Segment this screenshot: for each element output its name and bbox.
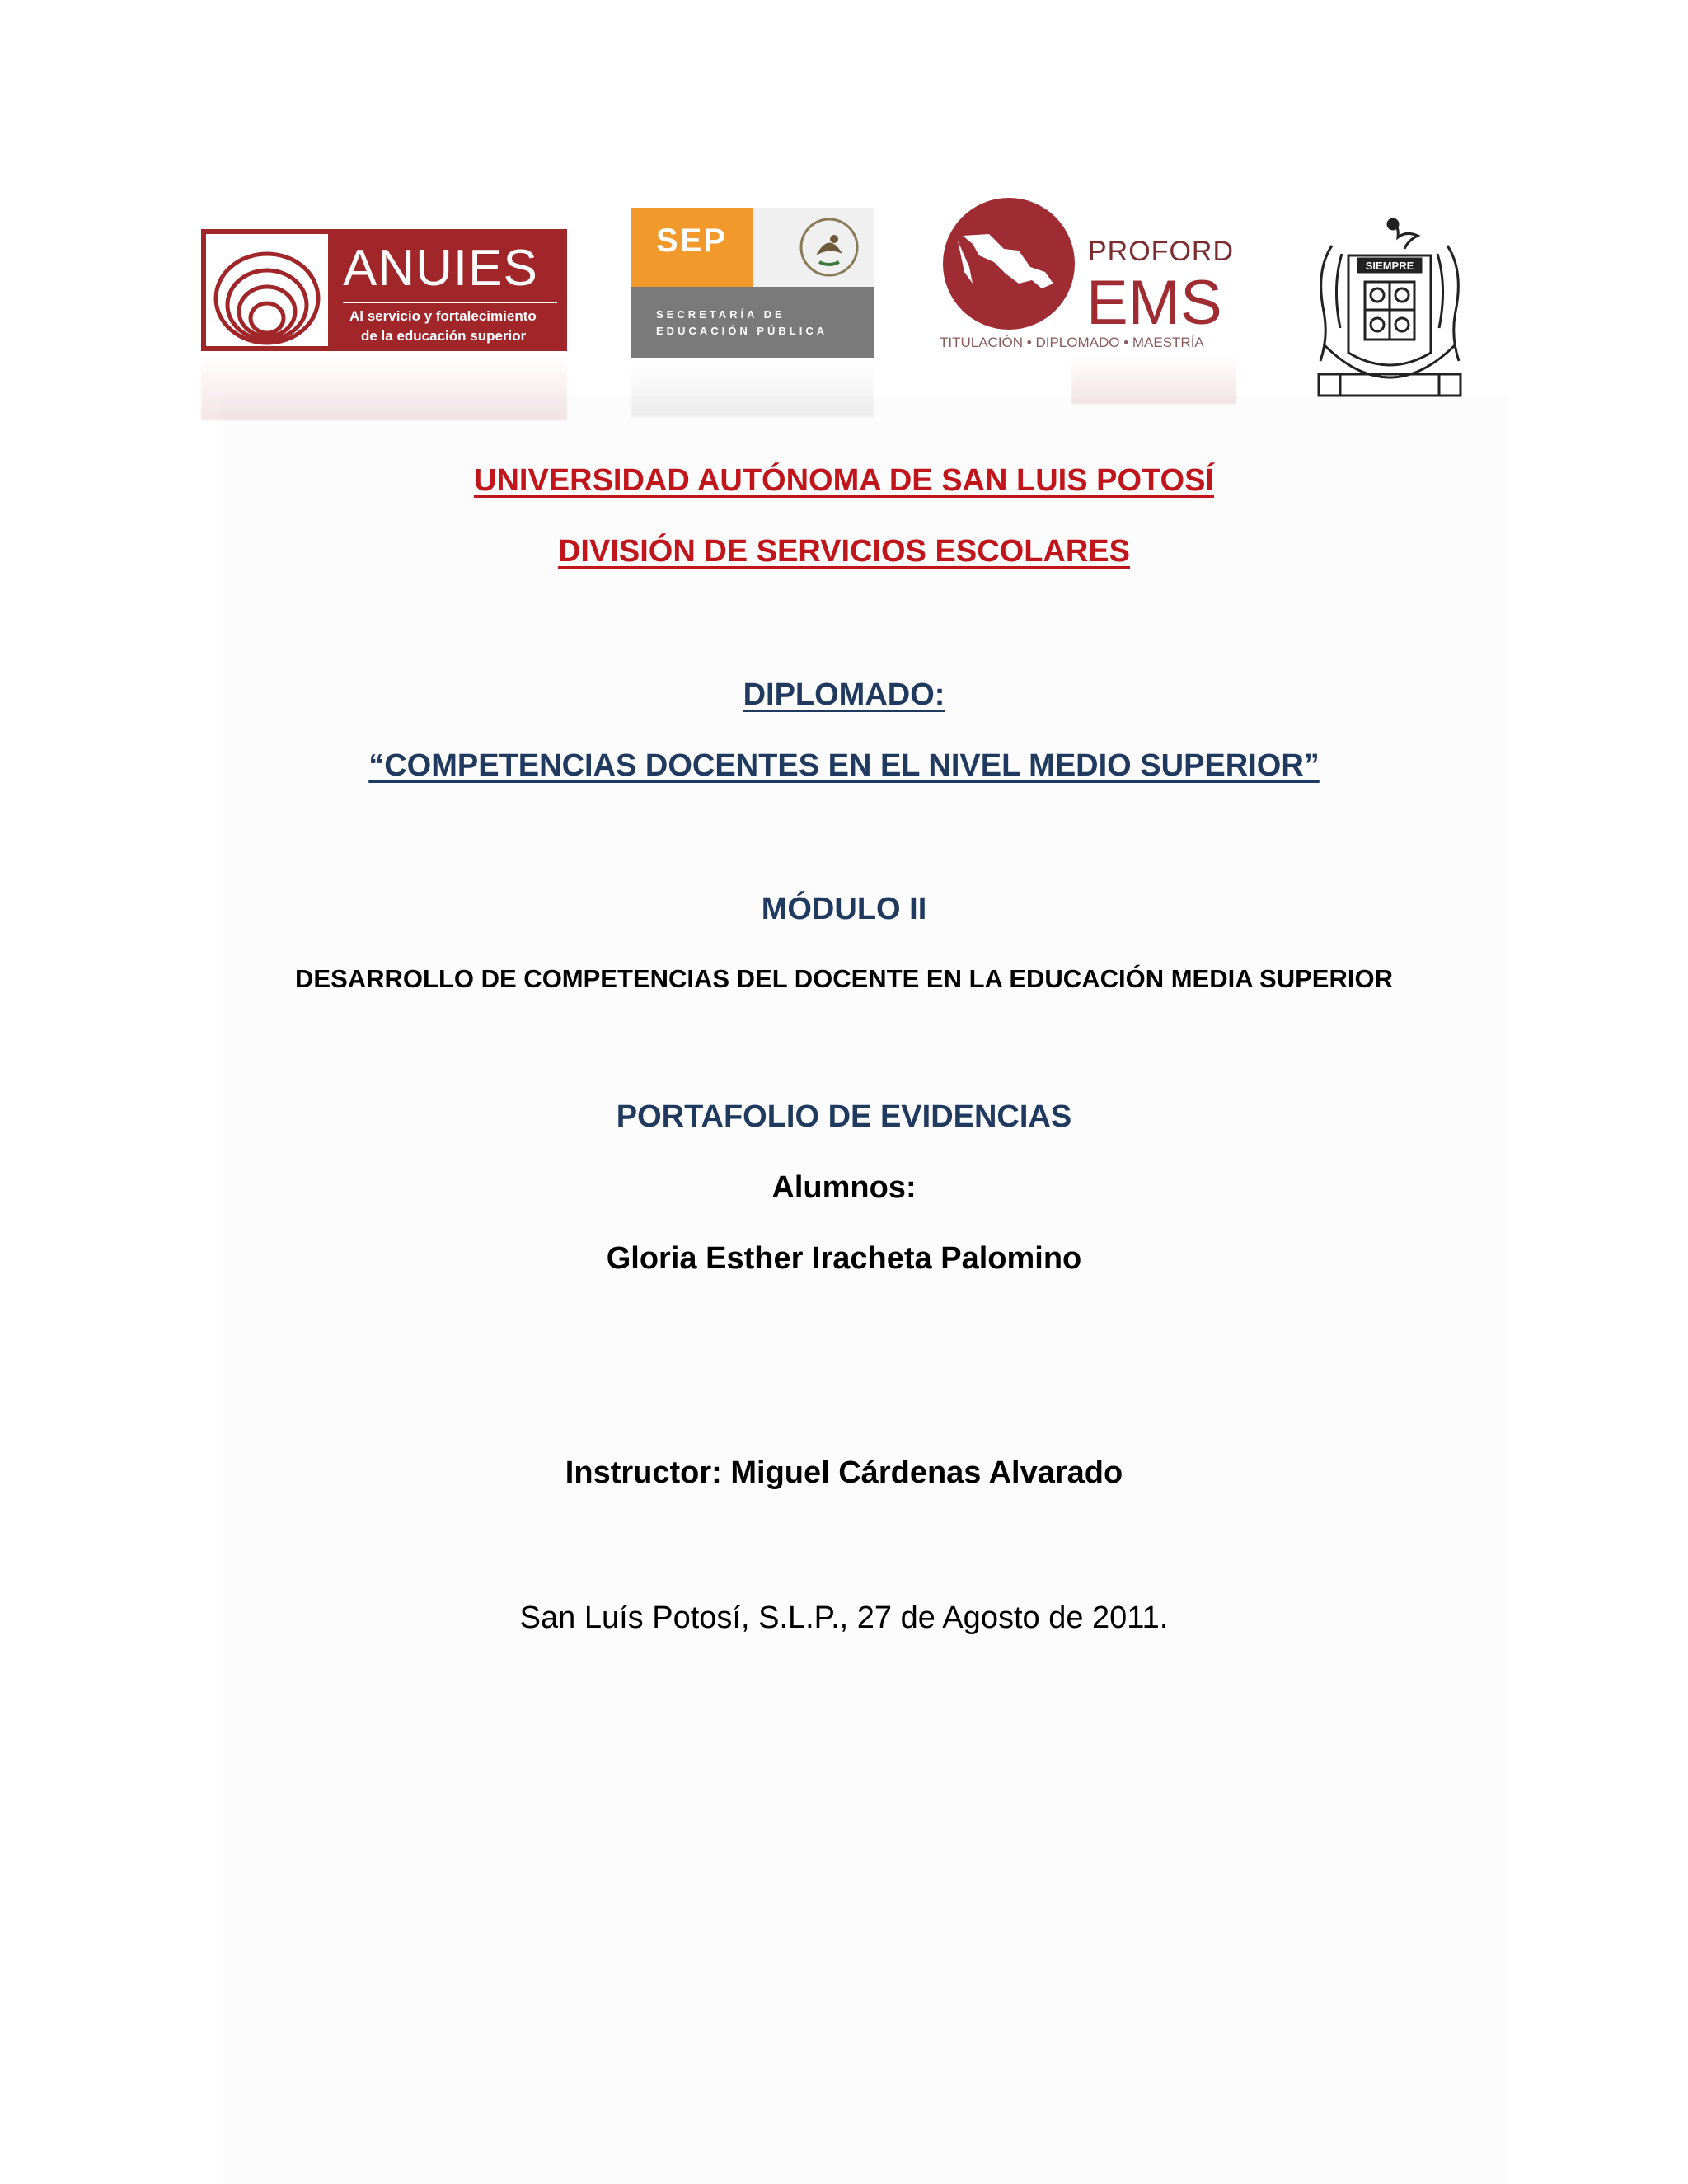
proford-ems-logo	[940, 198, 1236, 354]
uaslp-eagle-seal-icon	[1307, 213, 1472, 402]
proford-reflection	[1071, 354, 1236, 404]
logo-band	[0, 0, 1688, 429]
proford-tagline: TITULACIÓN • DIPLOMADO • MAESTRÍA	[940, 335, 1204, 350]
sep-name: SEP	[656, 223, 728, 259]
sep-line-1: SECRETARÍA DE	[656, 308, 785, 321]
students-label: Alumnos:	[771, 1170, 917, 1205]
module-subtitle: DESARROLLO DE COMPETENCIAS DEL DOCENTE EN LA EDUCACIÓN MEDIA SUPERIOR	[295, 964, 1393, 993]
module-label: MÓDULO II	[761, 892, 927, 926]
seal-banner-text: SIEMPRE	[1365, 260, 1414, 272]
anuies-tagline-2: de la educación superior	[361, 328, 527, 344]
anuies-tagline-1: Al servicio y fortalecimiento	[349, 308, 537, 324]
proford-line-2: EMS	[1086, 268, 1222, 338]
sep-line-2: EDUCACIÓN PÚBLICA	[656, 325, 828, 337]
anuies-logo	[201, 229, 567, 351]
instructor: Instructor: Miguel Cárdenas Alvarado	[565, 1455, 1123, 1490]
proford-line-1: PROFORD	[1088, 236, 1234, 267]
mexico-map-circle-icon	[940, 198, 1088, 330]
place-date: San Luís Potosí, S.L.P., 27 de Agosto de 2011.	[519, 1601, 1169, 1635]
division-name: DIVISIÓN DE SERVICIOS ESCOLARES	[557, 534, 1130, 569]
student-name: Gloria Esther Iracheta Palomino	[606, 1241, 1082, 1276]
mexico-eagle-icon	[796, 214, 862, 280]
uaslp-seal	[1307, 213, 1472, 402]
anuies-circles-icon	[209, 234, 325, 346]
page-background	[223, 396, 1508, 2184]
course-label: DIPLOMADO:	[743, 677, 945, 712]
course-title: “COMPETENCIAS DOCENTES EN EL NIVEL MEDIO SUPERIOR”	[368, 748, 1320, 783]
portfolio-title: PORTAFOLIO DE EVIDENCIAS	[616, 1099, 1072, 1134]
sep-logo	[631, 208, 874, 358]
anuies-name: ANUIES	[343, 240, 538, 297]
university-name: UNIVERSIDAD AUTÓNOMA DE SAN LUIS POTOSÍ	[474, 463, 1214, 498]
anuies-reflection	[201, 354, 567, 420]
sep-reflection	[631, 359, 874, 417]
